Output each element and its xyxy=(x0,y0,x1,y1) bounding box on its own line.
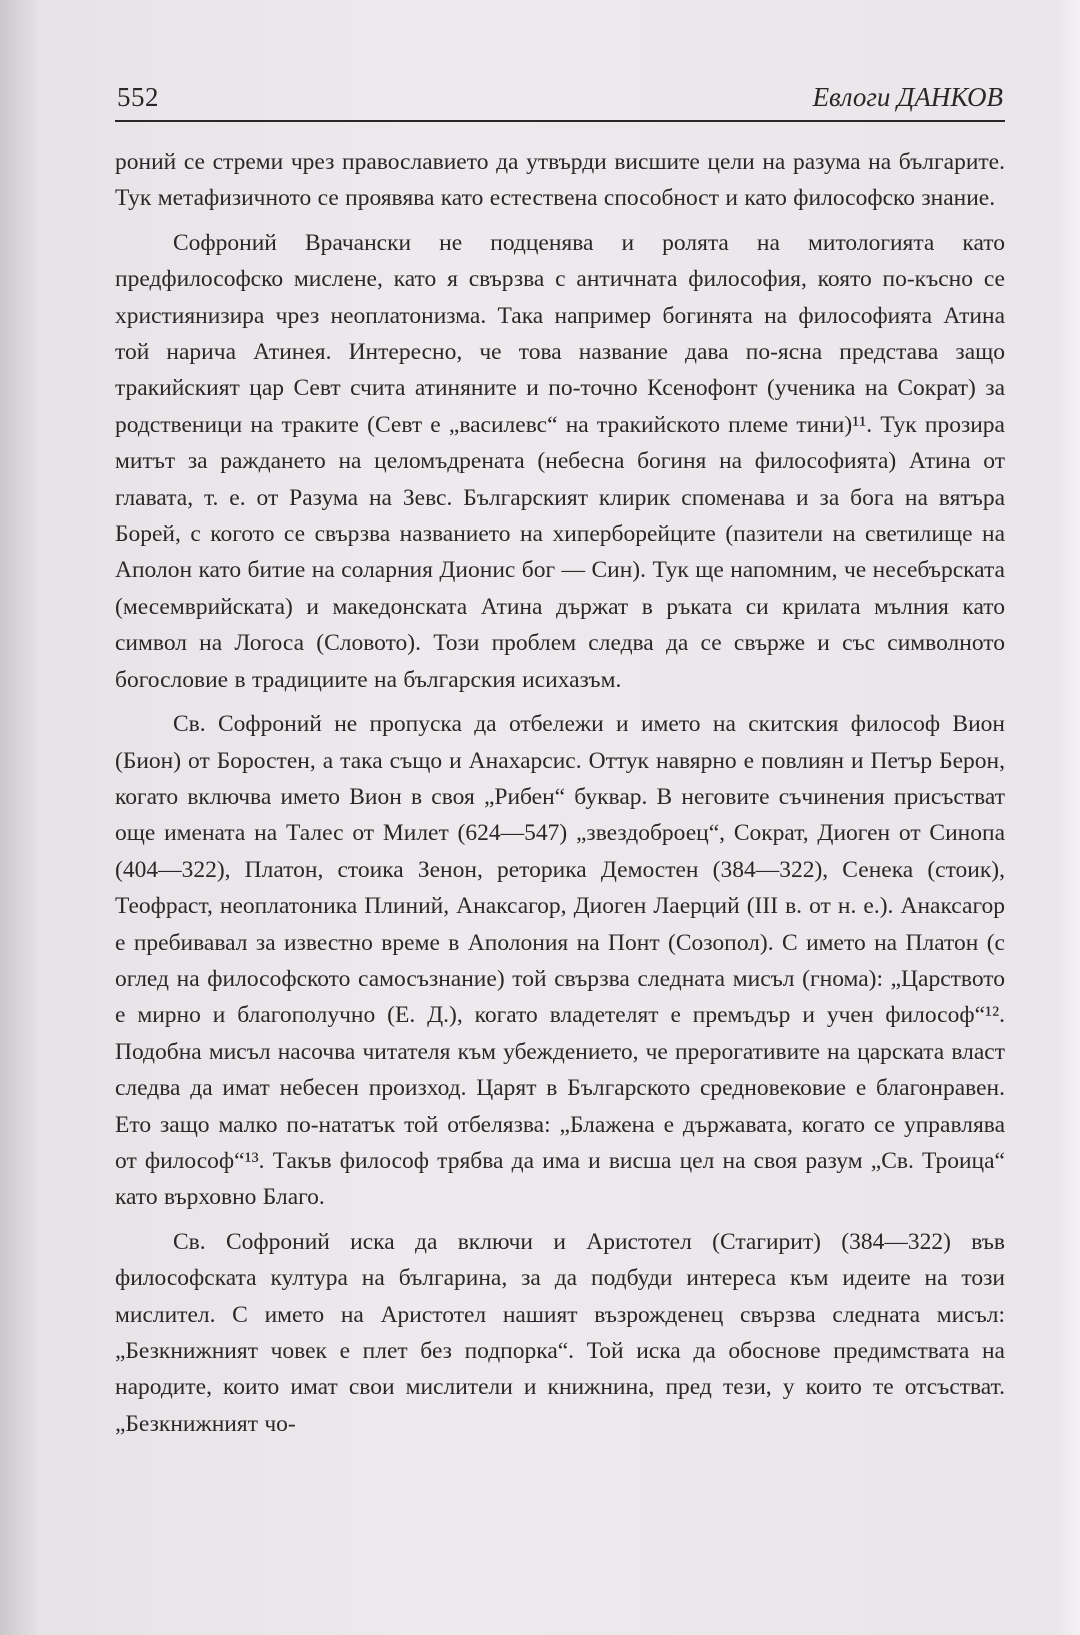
paragraph: Св. Софроний иска да включи и Аристотел (Стагирит) (384—322) във философската култура на българина, за да подбуди интереса към идеите на този мислител. С името на Аристотел нашият възрожденец свързва следната мисъл: „Безкнижният човек е плет без подпорка“. Той иска да обоснове предимствата на народите, които имат свои мислители и книжнина, пред тези, у които те отсъстват. „Безкнижният чо- xyxy=(115,1228,1005,1437)
paragraph: Св. Софроний не пропуска да отбележи и името на скитския философ Вион (Бион) от Боростен, а така също и Анахарсис. Оттук навярно е повлиян и Петър Берон, когато включва името Вион в своя „Рибен“ буквар. В неговите съчинения присъстват още имената на Талес от Милет (624—547) „звездоброец“, Сократ, Диоген от Синопа (404—322), Платон, стоика Зенон, реторика Демостен (384—322), Сенека (стоик), Теофраст, неоплатоника Плиний, Анаксагор, Диоген Лаерций (III в. от н. е.). Анаксагор е пребивавал за известно време в Аполония на Понт (Созопол). С името на Платон (с оглед на философското самосъзнание) той свързва следната мисъл (гнома): „Царството е мирно и благополучно (Е. Д.), когато владетелят е премъдър и учен философ“¹². Подобна мисъл насочва читателя към убеждението, че прерогативите на царската власт следва да имат небесен произход. Царят в Българското средновековие е благонравен. Ето защо малко по-нататък той отбелязва: „Блажена е държавата, когато се управлява от философ“¹³. Такъв философ трябва да има и висша цел на своя разум „Св. Троица“ като върховно Благо. xyxy=(115,711,1005,1211)
paragraph: Софроний Врачански не подценява и ролята на митологията като предфилософско мислене, като я свързва с античната философия, която по-късно се християнизира чрез неоплатонизма. Така например богинята на философията Атина той нарича Атинея. Интересно, че това название дава по-ясна представа защо тракийският цар Севт счита атиняните и по-точно Ксенофонт (ученика на Сократ) за родственици на траките (Севт е „василевс“ на тракийското племе тини)¹¹. Тук прозира митът за раждането на целомъдрената (небесна богиня на философията) Атина от главата, т. е. от Разума на Зевс. Българският клирик споменава и за бога на вятъра Борей, с когото се свързва названието на хиперборейците (пазители на светилище на Аполон като битие на соларния Дионис бог — Син). Тук ще напомним, че несебърската (месемврийската) и македонската Атина държат в ръката си крилата мълния като символ на Логоса (Словото). Този проблем следва да се свърже и със символното богословие в традициите на българския исихазъм. xyxy=(115,229,1005,693)
running-head-author: Евлоги ДАНКОВ xyxy=(812,82,1003,112)
gutter-shadow xyxy=(0,0,40,1635)
page-edge xyxy=(1056,0,1080,1635)
paragraph: роний се стреми чрез православието да утвърди висшите цели на разума на българите. Тук метафизичното се проявява като естествена способност и като философско знание. xyxy=(115,149,1005,212)
body-text xyxy=(115,144,1005,1450)
running-head xyxy=(115,78,1005,122)
page-number: 552 xyxy=(117,82,159,112)
